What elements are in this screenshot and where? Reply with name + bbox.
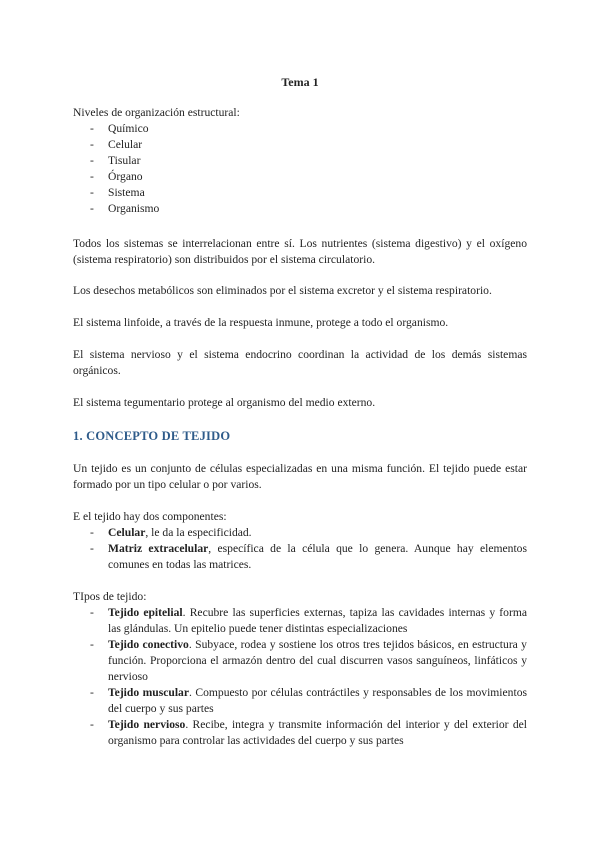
paragraph: Los desechos metabólicos son eliminados por el sistema excretor y el sistema respiratorio. (73, 284, 492, 297)
paragraph: Todos los sistemas se interrelacionan entre sí. Los nutrientes (sistema digestivo) y el oxígeno (sistema respiratorio) son distribuidos por el sistema circulatorio. (73, 237, 527, 266)
types-list (73, 605, 527, 749)
tissue-definition: Un tejido es un conjunto de células especializadas en una misma función. El tejido puede estar formado por un tipo celular o por varios. (73, 462, 527, 491)
types-section (73, 589, 527, 749)
description: . Recubre las superficies externas, tapiza las cavidades internas y forma las glándulas. Un epitelio puede tener distintas especializaciones (108, 606, 527, 635)
components-list (73, 525, 527, 573)
components-intro: E el tejido hay dos componentes: (73, 510, 227, 523)
paragraph: El sistema tegumentario protege al organismo del medio externo. (73, 396, 376, 409)
list-item: - Órgano (73, 169, 527, 185)
levels-intro: Niveles de organización estructural: (73, 106, 240, 119)
description: . Compuesto por células contráctiles y responsables de los movimientos del cuerpo y sus partes (108, 686, 527, 715)
list-item (73, 525, 527, 541)
term: Tejido epitelial (108, 606, 183, 619)
term: Matriz extracelular (108, 542, 209, 555)
list-item: - Tisular (73, 153, 527, 169)
term: Celular (108, 526, 146, 539)
list-item (73, 605, 527, 637)
page-title: Tema 1 (281, 75, 319, 89)
paragraph: El sistema linfoide, a través de la respuesta inmune, protege a todo el organismo. (73, 316, 449, 329)
section-heading: 1. CONCEPTO DE TEJIDO (73, 429, 231, 443)
list-item (73, 541, 527, 573)
term: Tejido muscular (108, 686, 189, 699)
list-item (73, 717, 527, 749)
levels-list (73, 121, 527, 217)
description: , específica de la célula que lo genera. Aunque hay elementos comunes en todas las matrices. (108, 542, 527, 571)
levels-section (73, 105, 527, 217)
description: . Subyace, rodea y sostiene los otros tres tejidos básicos, en estructura y función. Proporciona el armazón dentro del cual discurren vasos sanguíneos, linfáticos y nervioso (108, 638, 527, 683)
description: , le da la especificidad. (145, 526, 252, 539)
components-section (73, 509, 527, 573)
list-item: - Celular (73, 137, 527, 153)
list-item: - Químico (73, 121, 527, 137)
description: . Recibe, integra y transmite información del interior y del exterior del organismo para controlar las actividades del cuerpo y sus partes (108, 718, 528, 747)
list-item: - Organismo (73, 201, 527, 217)
term: Tejido conectivo (108, 638, 189, 651)
paragraph: El sistema nervioso y el sistema endocrino coordinan la actividad de los demás sistemas orgánicos. (73, 348, 527, 377)
list-item (73, 637, 527, 685)
list-item: - Sistema (73, 185, 527, 201)
term: Tejido nervioso (108, 718, 186, 731)
types-intro: TIpos de tejido: (73, 590, 147, 603)
list-item (73, 685, 527, 717)
